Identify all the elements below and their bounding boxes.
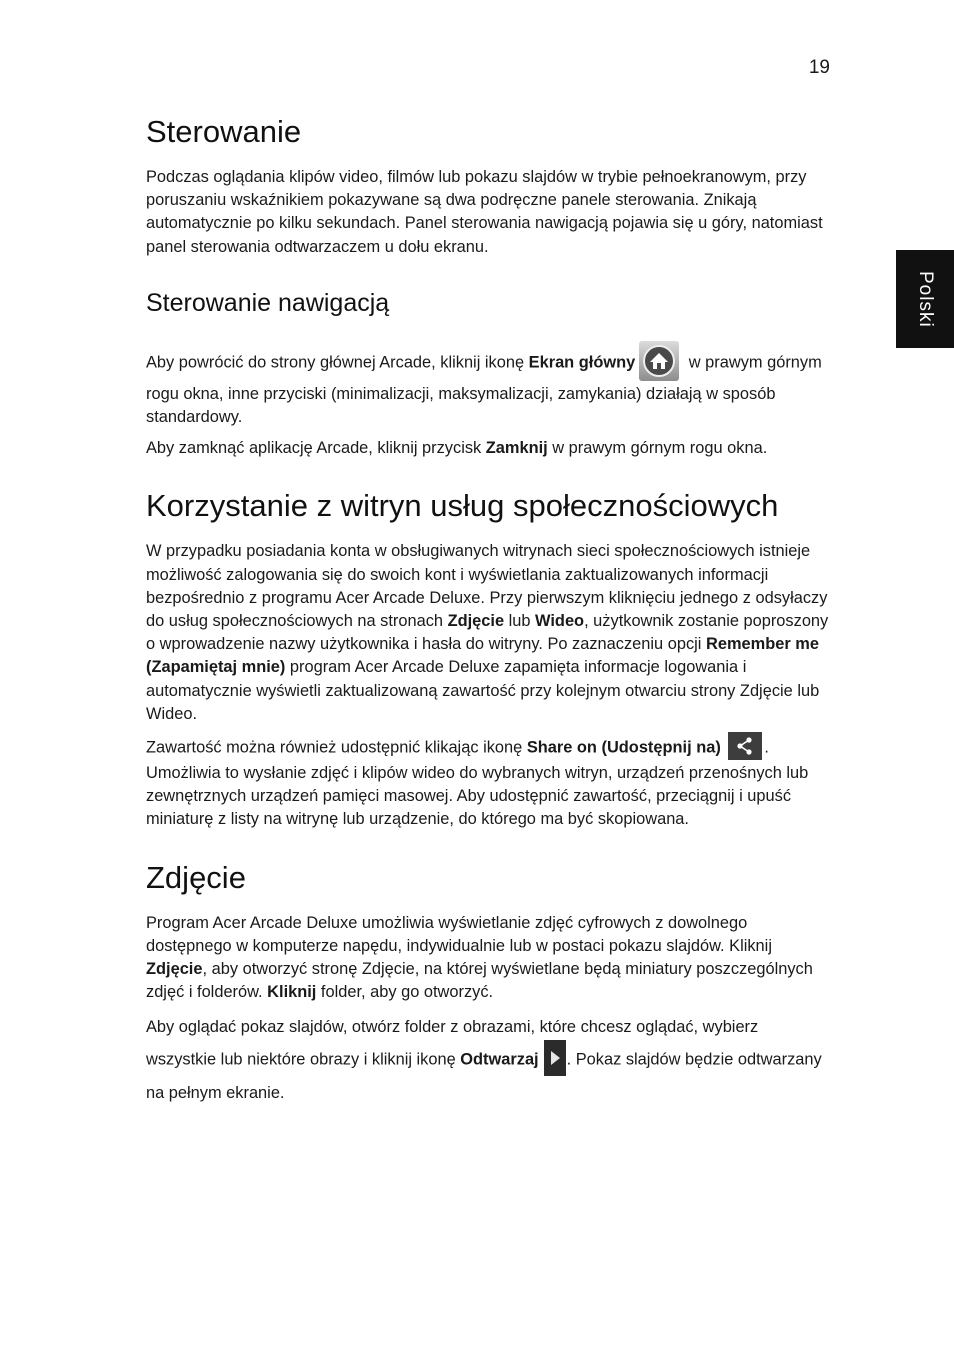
home-icon bbox=[639, 341, 679, 381]
paragraph-close: Aby zamknąć aplikację Arcade, kliknij przycisk Zamknij w prawym górnym rogu okna. bbox=[146, 439, 768, 458]
paragraph-social-1: W przypadku posiadania konta w obsługiwanych witrynach sieci społecznościowych istnieje możliwość zalogowania się do swoich kont i wyświetlania zaktualizowanych informacji bezpośrednio z programu Acer Arcade Deluxe. Przy pierwszym kliknięciu jednego z odsyłaczy do usług społecznościowych na stronach Zdjęcie lub Wideo, użytkownik zostanie poproszony o wprowadzenie nazwy użytkownika i hasła do witryny. Po zaznaczeniu opcji Remember me (Zapamiętaj mnie) program Acer Arcade Deluxe zapamięta informacje logowania i automatycznie wyświetli zaktualizowaną zawartość przy kolejnym otwarciu strony Zdjęcie lub Wideo. bbox=[146, 542, 829, 723]
share-icon bbox=[728, 732, 762, 760]
heading-sterowanie-nawigacja: Sterowanie nawigacją bbox=[146, 288, 390, 317]
language-tab-label: Polski bbox=[915, 270, 936, 328]
page-number: 19 bbox=[808, 57, 830, 78]
heading-sterowanie: Sterowanie bbox=[146, 114, 302, 149]
heading-social: Korzystanie z witryn usług społecznościowych bbox=[146, 488, 779, 524]
page-content bbox=[146, 112, 830, 1116]
paragraph-zdjecie-2: Aby oglądać pokaz slajdów, otwórz folder z obrazami, które chcesz oglądać, wybierz wszystkie lub niektóre obrazy i kliknij ikonę Odtwarzaj . Pokaz slajdów będzie odtwarzany na pełnym ekranie. bbox=[146, 1018, 822, 1103]
paragraph-sterowanie: Podczas oglądania klipów video, filmów lub pokazu slajdów w trybie pełnoekranowym, przy poruszaniu wskaźnikiem pokazywane są dwa podręczne panele sterowania. Znikają automatycznie po kilku sekundach. Panel sterowania nawigacją pojawia się u góry, natomiast panel sterowania odtwarzaczem u dołu ekranu. bbox=[146, 168, 823, 256]
play-icon bbox=[544, 1040, 566, 1076]
paragraph-social-2: Zawartość można również udostępnić klikając ikonę Share on (Udostępnij na) . Umożliwia to wysłanie zdjęć i klipów wideo do wybranych witryn, urządzeń przenośnych lub zewnętrznych urządzeń pamięci masowej. Aby udostępnić zawartość, przeciągnij i upuść miniaturę z listy na witrynę lub urządzenie, do którego ma być skopiowana. bbox=[146, 734, 830, 832]
paragraph-home: Aby powrócić do strony głównej Arcade, kliknij ikonę Ekran główny w prawym górnym rogu okna, inne przyciski (minimalizacji, maksymalizacji, zamykania) działają w sposób standardowy. bbox=[146, 343, 830, 429]
language-tab bbox=[896, 250, 954, 348]
paragraph-zdjecie-1: Program Acer Arcade Deluxe umożliwia wyświetlanie zdjęć cyfrowych z dowolnego dostępnego w komputerze napędu, indywidualnie lub w postaci pokazu slajdów. Kliknij Zdjęcie, aby otworzyć stronę Zdjęcie, na której wyświetlane będą miniatury poszczególnych zdjęć i folderów. Kliknij folder, aby go otworzyć. bbox=[146, 913, 813, 1002]
heading-zdjecie: Zdjęcie bbox=[146, 859, 246, 895]
